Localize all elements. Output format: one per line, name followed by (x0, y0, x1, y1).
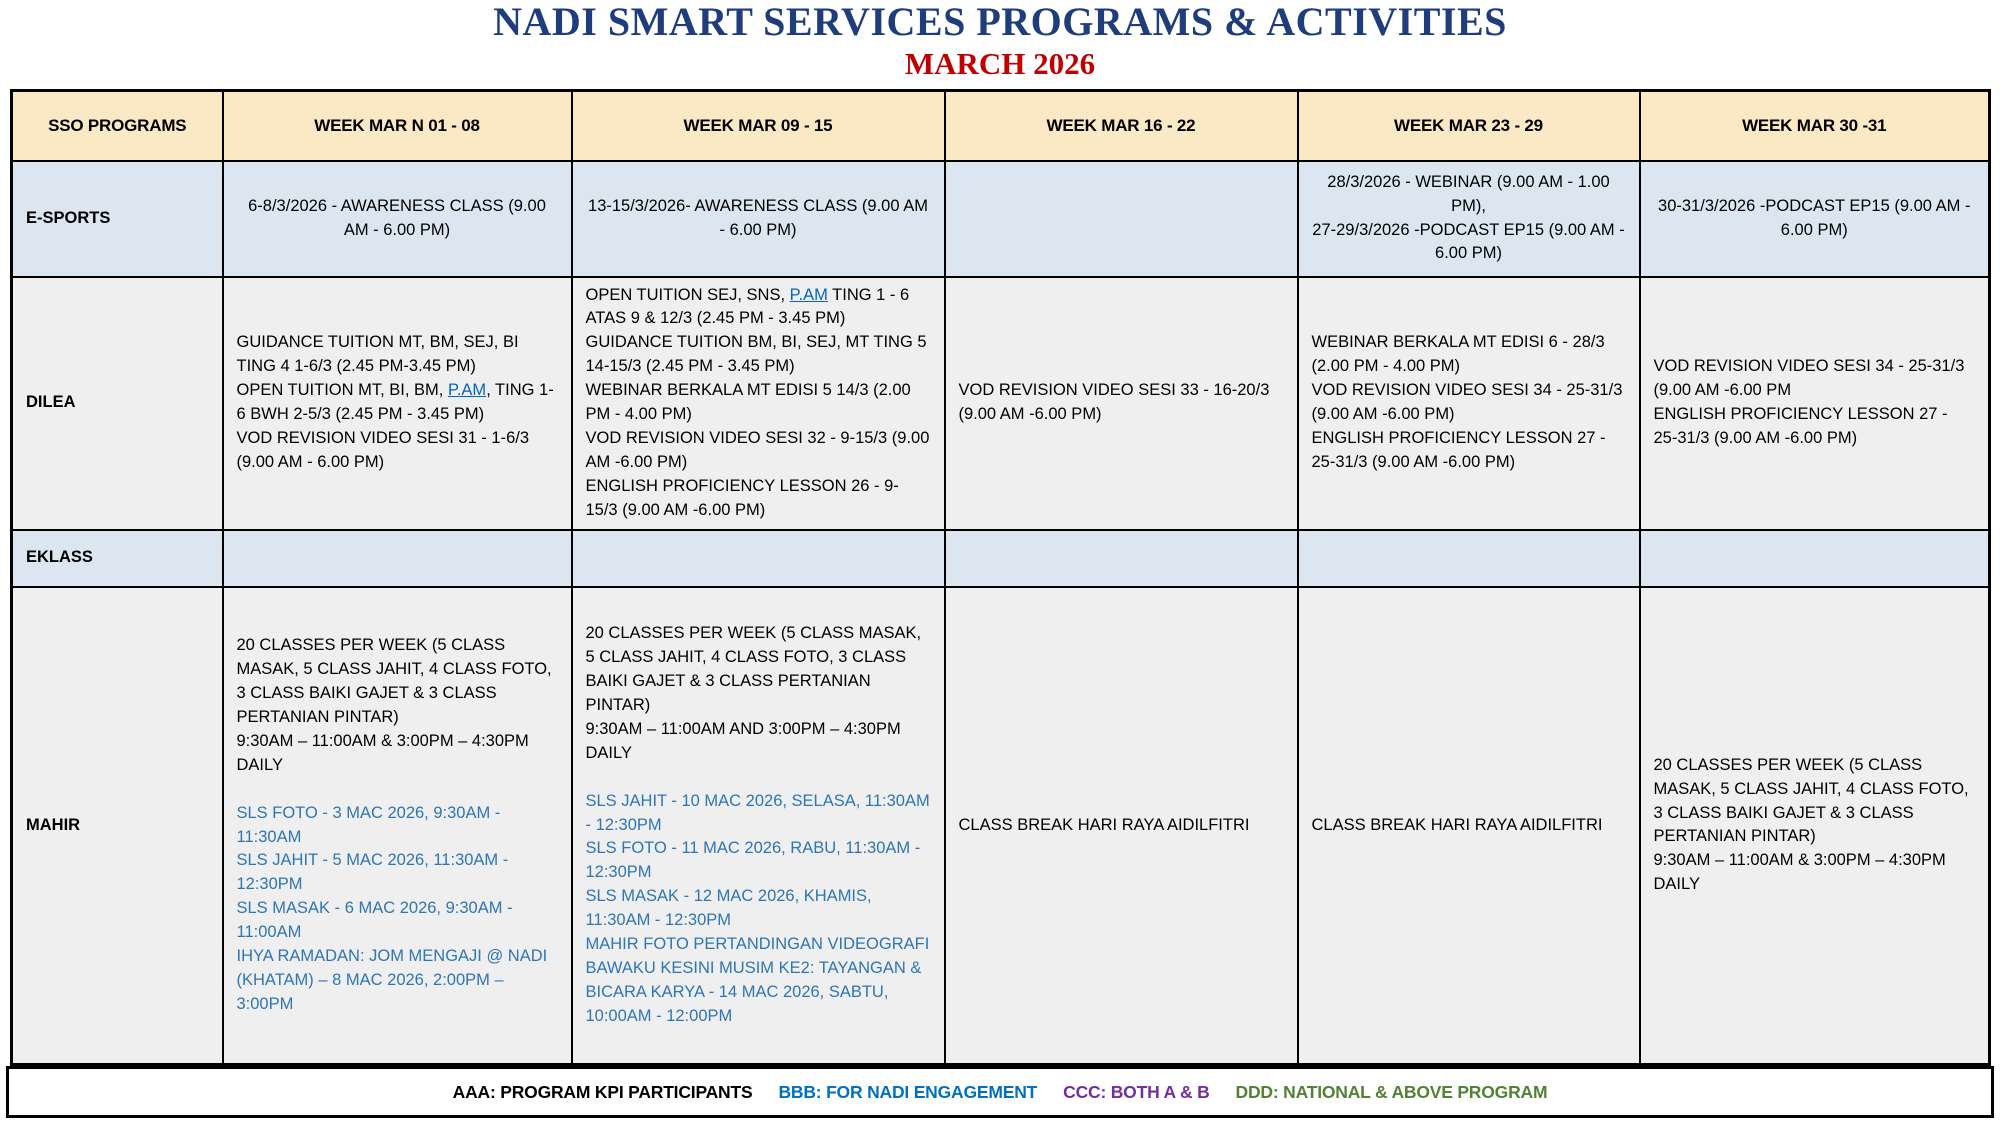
schedule-entry (586, 284, 931, 332)
schedule-entry (237, 802, 558, 850)
schedule-entry (1654, 403, 1976, 451)
table-header-row (12, 91, 1990, 161)
entry-text: CLASS BREAK HARI RAYA AIDILFITRI (958, 815, 1250, 834)
entry-text: 27-29/3/2026 -PODCAST EP15 (9.00 AM - 6.00 PM) (1312, 220, 1625, 263)
column-header-5: WEEK MAR 30 -31 (1640, 91, 1990, 161)
entry-text: VOD REVISION VIDEO SESI 34 - 25-31/3 (9.00 AM -6.00 PM) (1311, 381, 1623, 424)
entry-text: VOD REVISION VIDEO SESI 33 - 16-20/3 (9.00 AM -6.00 PM) (958, 381, 1270, 424)
entry-text: ENGLISH PROFICIENCY LESSON 27 - 25-31/3 (9.00 AM -6.00 PM) (1311, 429, 1606, 471)
schedule-entry (1312, 814, 1626, 838)
schedule-cell-eklass-week3 (945, 530, 1298, 587)
schedule-entry (1654, 849, 1976, 897)
entry-text: VOD REVISION VIDEO SESI 31 - 1-6/3 (9.00 AM - 6.00 PM) (236, 429, 530, 471)
entry-text: ENGLISH PROFICIENCY LESSON 26 - 9-15/3 (9.00 AM -6.00 PM) (585, 476, 899, 519)
schedule-entry (237, 634, 558, 730)
schedule-entry (586, 622, 931, 718)
schedule-cell-mahir-week5 (1640, 587, 1990, 1065)
pam-link[interactable]: P.AM (447, 381, 487, 400)
schedule-entry (586, 837, 931, 885)
column-header-0: SSO PROGRAMS (12, 91, 223, 161)
schedule-entry (586, 475, 931, 523)
schedule-entry (237, 427, 558, 475)
schedule-cell-mahir-week3 (945, 587, 1298, 1065)
schedule-entry (237, 379, 558, 427)
schedule-entry (1654, 195, 1976, 243)
schedule-entry (586, 933, 931, 1029)
programs-schedule-table (10, 89, 1991, 1066)
table-row-eklass (12, 530, 1990, 587)
schedule-cell-eklass-week2 (572, 530, 945, 587)
schedule-entry (237, 195, 558, 243)
schedule-entry (237, 897, 558, 945)
legend-item-2: CCC: BOTH A & B (1063, 1081, 1210, 1102)
entry-text: SLS FOTO - 3 MAC 2026, 9:30AM - 11:30AM (236, 803, 501, 846)
schedule-entry (959, 814, 1284, 838)
column-header-3: WEEK MAR 16 - 22 (945, 91, 1298, 161)
table-row-dilea (12, 277, 1990, 530)
schedule-entry (1654, 754, 1976, 850)
entry-text: GUIDANCE TUITION BM, BI, SEJ, MT TING 5 14-15/3 (2.45 PM - 3.45 PM) (585, 333, 927, 376)
legend-item-1: BBB: FOR NADI ENGAGEMENT (778, 1081, 1038, 1102)
schedule-entry (1312, 219, 1626, 267)
entry-text: 28/3/2026 - WEBINAR (9.00 AM - 1.00 PM), (1327, 172, 1610, 215)
entry-text: GUIDANCE TUITION MT, BM, SEJ, BI TING 4 1-6/3 (2.45 PM-3.45 PM) (236, 333, 519, 376)
program-label-eklass: EKLASS (12, 530, 223, 587)
schedule-entry (1312, 171, 1626, 219)
legend-item-0: AAA: PROGRAM KPI PARTICIPANTS (452, 1081, 753, 1102)
schedule-entry (237, 730, 558, 778)
entry-text: CLASS BREAK HARI RAYA AIDILFITRI (1311, 815, 1603, 834)
entry-text: 13-15/3/2026- AWARENESS CLASS (9.00 AM - 6.00 PM) (588, 196, 928, 239)
blank-line (237, 778, 558, 802)
schedule-entry (586, 427, 931, 475)
schedule-entry (586, 195, 931, 243)
entry-text: 9:30AM – 11:00AM & 3:00PM – 4:30PM DAILY (1653, 851, 1946, 894)
entry-text: VOD REVISION VIDEO SESI 32 - 9-15/3 (9.00 AM -6.00 PM) (585, 429, 930, 471)
schedule-entry (1654, 355, 1976, 403)
schedule-entry (237, 331, 558, 379)
table-row-e-sports (12, 161, 1990, 277)
entry-text: 9:30AM – 11:00AM AND 3:00PM – 4:30PM DAILY (585, 719, 901, 762)
legend-item-3: DDD: NATIONAL & ABOVE PROGRAM (1235, 1081, 1548, 1102)
schedule-entry (586, 790, 931, 838)
schedule-entry (237, 945, 558, 1017)
schedule-entry (586, 379, 931, 427)
page-title: NADI SMART SERVICES PROGRAMS & ACTIVITIES (493, 0, 1507, 44)
schedule-cell-dilea-week4 (1298, 277, 1640, 530)
blank-line (586, 766, 931, 790)
schedule-cell-mahir-week2 (572, 587, 945, 1065)
schedule-cell-e-sports-week1 (223, 161, 572, 277)
entry-text: 6-8/3/2026 - AWARENESS CLASS (9.00 AM - 6.00 PM) (248, 196, 546, 239)
program-label-mahir: MAHIR (12, 587, 223, 1065)
entry-text: VOD REVISION VIDEO SESI 34 - 25-31/3 (9.00 AM -6.00 PM (1653, 357, 1965, 400)
schedule-entry (1312, 427, 1626, 475)
entry-text: OPEN TUITION SEJ, SNS, (585, 285, 790, 304)
entry-text: SLS MASAK - 6 MAC 2026, 9:30AM - 11:00AM (236, 899, 513, 942)
entry-text: 20 CLASSES PER WEEK (5 CLASS MASAK, 5 CLASS JAHIT, 4 CLASS FOTO, 3 CLASS BAIKI GAJET & 3 CLASS PERTANIAN PINTAR) (236, 636, 552, 726)
schedule-cell-eklass-week1 (223, 530, 572, 587)
column-header-1: WEEK MAR N 01 - 08 (223, 91, 572, 161)
program-label-dilea: DILEA (12, 277, 223, 530)
schedule-entry (586, 718, 931, 766)
schedule-entry (1312, 331, 1626, 379)
schedule-cell-dilea-week1 (223, 277, 572, 530)
program-label-e-sports: E-SPORTS (12, 161, 223, 277)
schedule-cell-mahir-week1 (223, 587, 572, 1065)
entry-text: , TING 1-6 BWH 2-5/3 (2.45 PM - 3.45 PM) (236, 381, 554, 424)
entry-text: SLS MASAK - 12 MAC 2026, KHAMIS, 11:30AM - 12:30PM (585, 887, 872, 930)
schedule-entry (586, 331, 931, 379)
entry-text: 20 CLASSES PER WEEK (5 CLASS MASAK, 5 CLASS JAHIT, 4 CLASS FOTO, 3 CLASS BAIKI GAJET & 3 CLASS PERTANIAN PINTAR) (1653, 755, 1969, 846)
pam-link[interactable]: P.AM (789, 285, 828, 304)
column-header-2: WEEK MAR 09 - 15 (572, 91, 945, 161)
entry-text: WEBINAR BERKALA MT EDISI 6 - 28/3 (2.00 PM - 4.00 PM) (1311, 333, 1605, 376)
schedule-cell-dilea-week2 (572, 277, 945, 530)
entry-text: 30-31/3/2026 -PODCAST EP15 (9.00 AM - 6.00 PM) (1658, 196, 1971, 239)
entry-text: 20 CLASSES PER WEEK (5 CLASS MASAK, 5 CLASS JAHIT, 4 CLASS FOTO, 3 CLASS BAIKI GAJET & 3 CLASS PERTANIAN PINTAR) (585, 624, 922, 714)
entry-text: IHYA RAMADAN: JOM MENGAJI @ NADI (KHATAM) – 8 MAC 2026, 2:00PM – 3:00PM (236, 947, 548, 1013)
schedule-cell-e-sports-week3 (945, 161, 1298, 277)
schedule-cell-eklass-week4 (1298, 530, 1640, 587)
table-row-mahir (12, 587, 1990, 1065)
legend-bar (6, 1066, 1994, 1118)
entry-text: OPEN TUITION MT, BI, BM, (236, 381, 448, 400)
entry-text: ENGLISH PROFICIENCY LESSON 27 - 25-31/3 (9.00 AM -6.00 PM) (1653, 405, 1948, 448)
table-body (12, 161, 1990, 1065)
column-header-4: WEEK MAR 23 - 29 (1298, 91, 1640, 161)
entry-text: TING 1 - 6 ATAS 9 & 12/3 (2.45 PM - 3.45 PM) (585, 285, 910, 328)
schedule-cell-e-sports-week4 (1298, 161, 1640, 277)
schedule-entry (1312, 379, 1626, 427)
schedule-cell-mahir-week4 (1298, 587, 1640, 1065)
schedule-entry (959, 379, 1284, 427)
schedule-cell-dilea-week5 (1640, 277, 1990, 530)
page-subtitle: MARCH 2026 (904, 46, 1096, 81)
schedule-cell-e-sports-week2 (572, 161, 945, 277)
entry-text: 9:30AM – 11:00AM & 3:00PM – 4:30PM DAILY (236, 731, 529, 774)
schedule-entry (237, 849, 558, 897)
schedule-cell-dilea-week3 (945, 277, 1298, 530)
schedule-cell-eklass-week5 (1640, 530, 1990, 587)
entry-text: SLS JAHIT - 5 MAC 2026, 11:30AM - 12:30PM (236, 851, 509, 894)
entry-text: SLS FOTO - 11 MAC 2026, RABU, 11:30AM - 12:30PM (585, 839, 921, 882)
schedule-entry (586, 885, 931, 933)
entry-text: MAHIR FOTO PERTANDINGAN VIDEOGRAFI BAWAKU KESINI MUSIM KE2: TAYANGAN & BICARA KARYA - 14 MAC 2026, SABTU, 10:00AM - 12:00PM (585, 935, 930, 1025)
schedule-cell-e-sports-week5 (1640, 161, 1990, 277)
entry-text: WEBINAR BERKALA MT EDISI 5 14/3 (2.00 PM - 4.00 PM) (585, 381, 911, 424)
entry-text: SLS JAHIT - 10 MAC 2026, SELASA, 11:30AM - 12:30PM (585, 791, 930, 834)
